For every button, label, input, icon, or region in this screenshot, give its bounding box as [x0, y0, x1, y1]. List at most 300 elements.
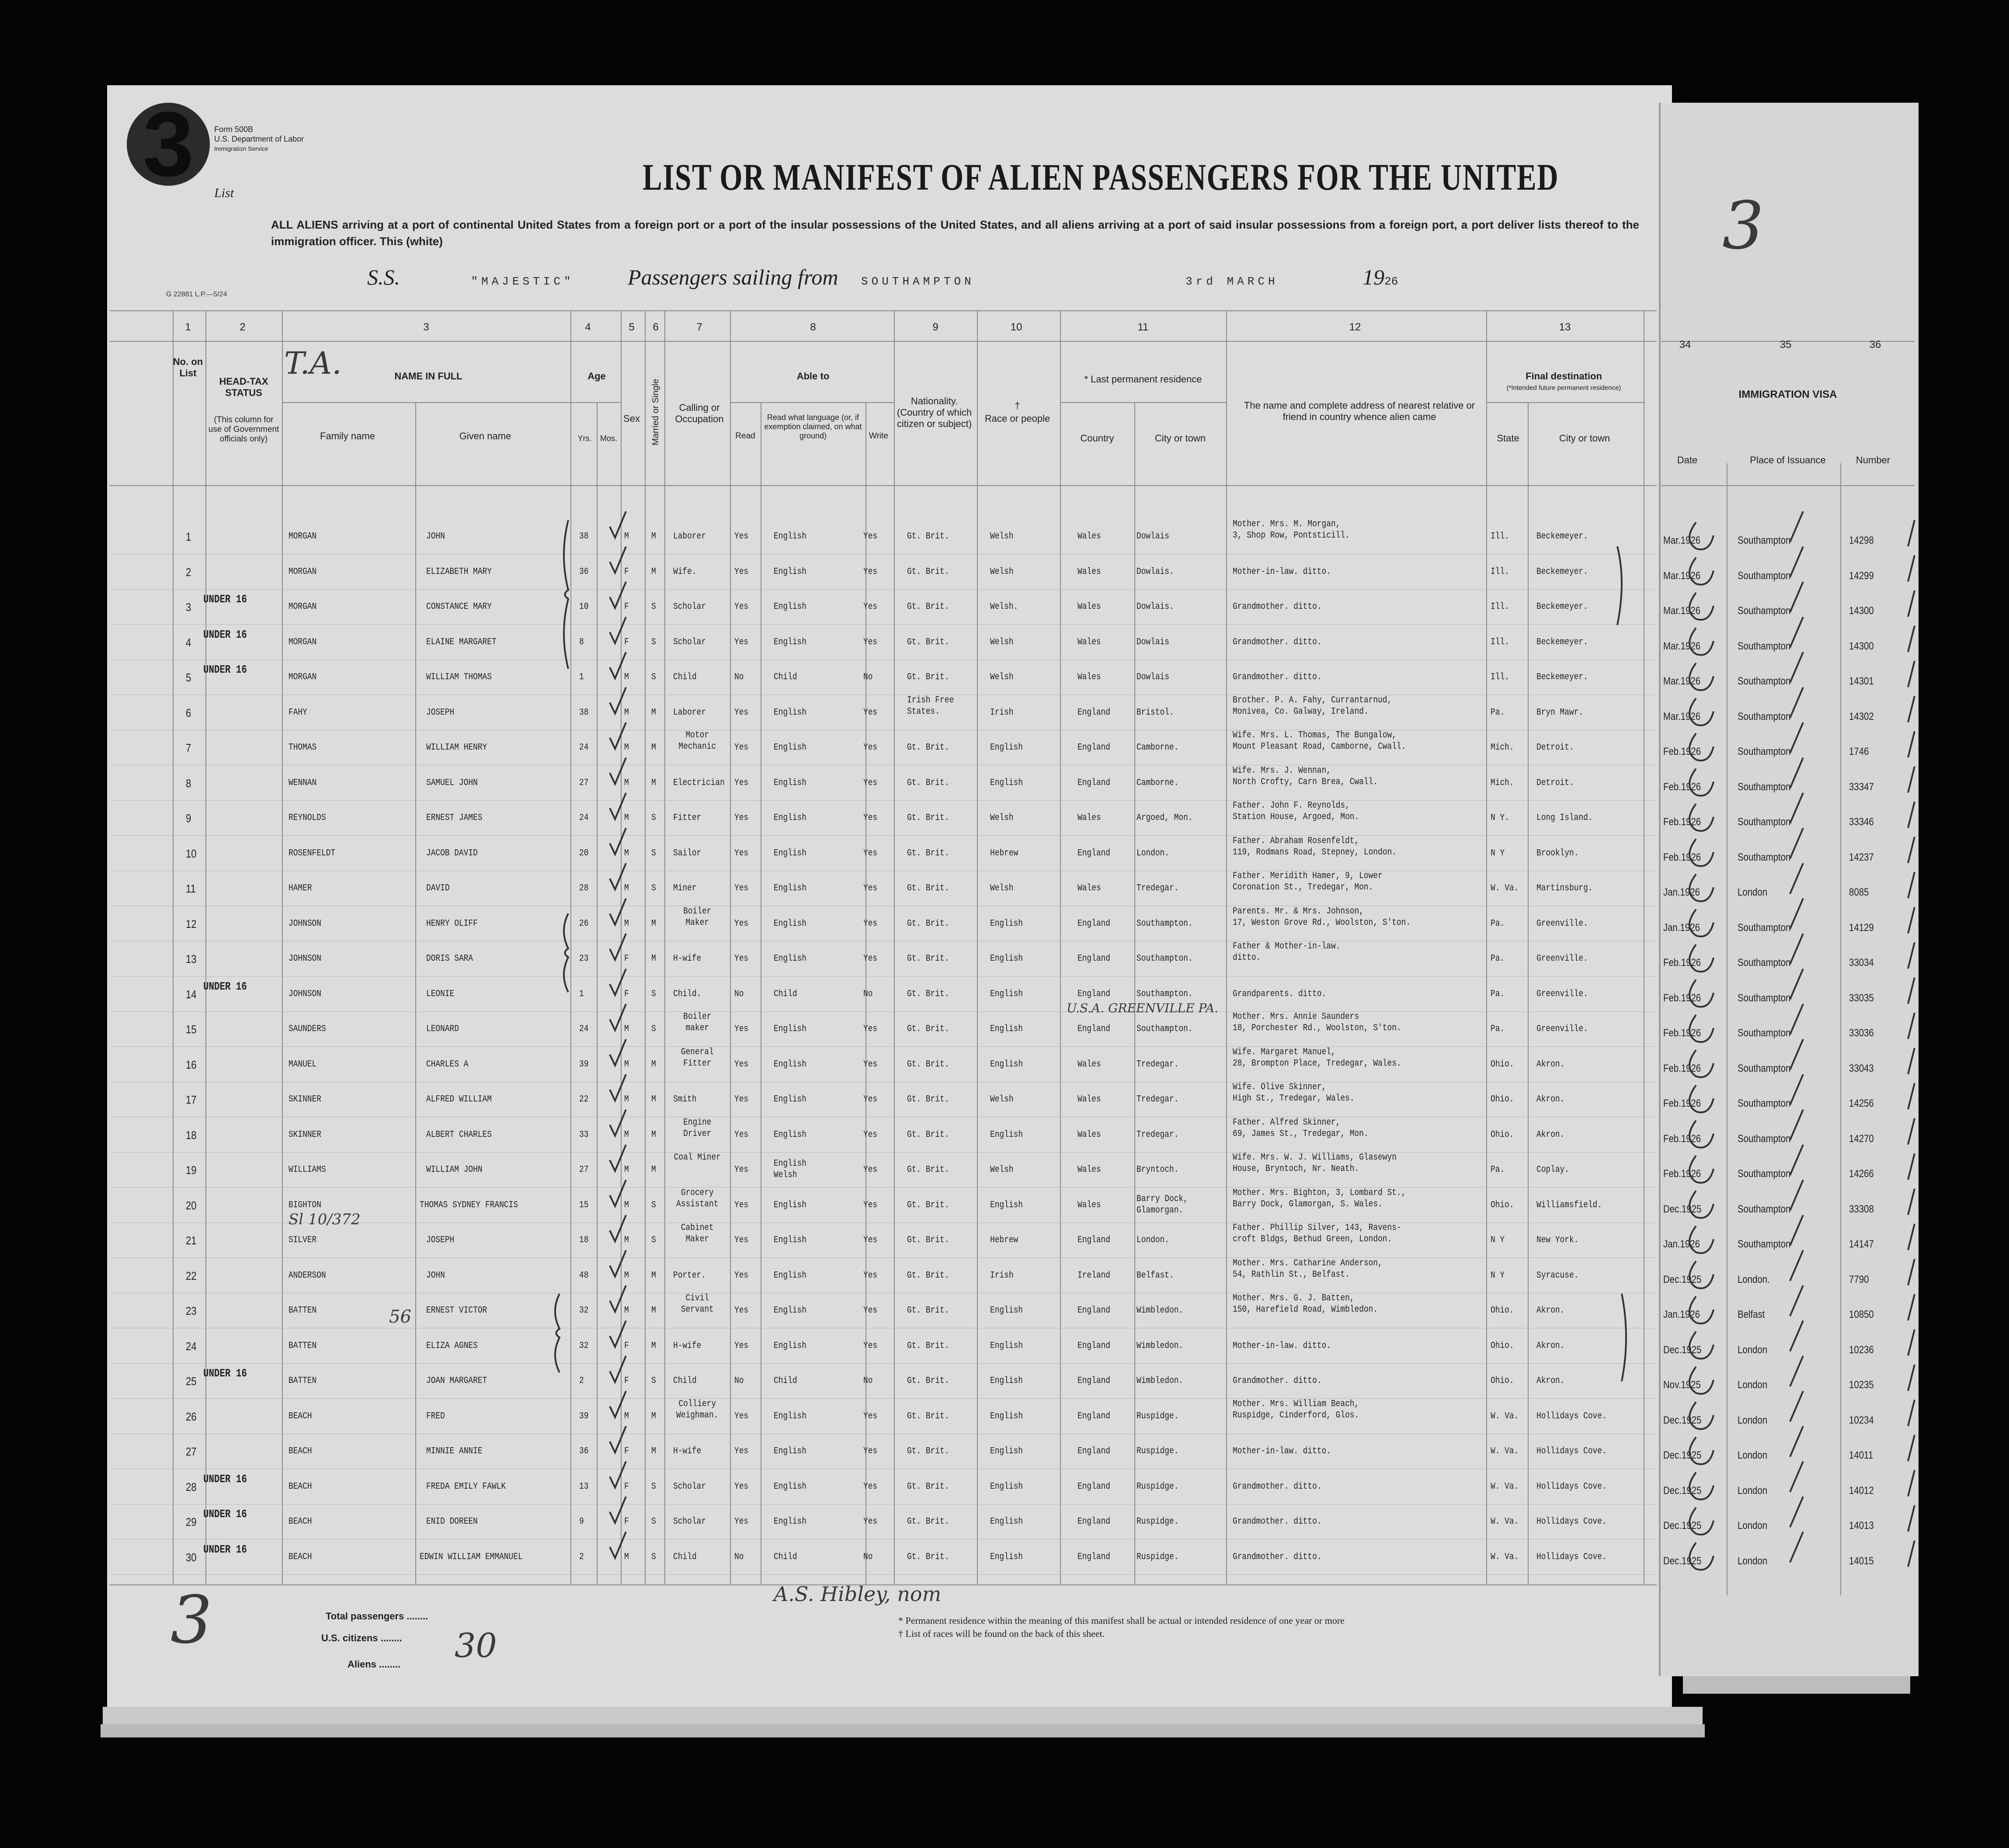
sex: M [624, 1200, 629, 1210]
can-write: Yes [863, 1235, 878, 1245]
given-name: WILLIAM JOHN [426, 1165, 483, 1175]
occupation: Fitter [673, 813, 702, 823]
header-city: City or town [1154, 433, 1206, 444]
row-rule [111, 1574, 1654, 1575]
grid-line [1226, 310, 1227, 1584]
relative-line-2: Barry Dock, Glamorgan, S. Wales. [1233, 1199, 1383, 1209]
sex: F [624, 566, 629, 577]
column-number: 2 [240, 321, 246, 333]
residence-city: Dowlais [1137, 531, 1169, 542]
visa-place: Southampton [1738, 570, 1791, 582]
race-or-people: English [990, 1306, 1023, 1316]
family-name: ROSENFELDT [288, 848, 336, 858]
row-number: 9 [186, 812, 191, 825]
relative-line-1: Grandmother. ditto. [1233, 1517, 1322, 1527]
row-rule [111, 1257, 1654, 1258]
visa-number: 33035 [1849, 992, 1874, 1004]
header-last-residence: * Last permanent residence [1084, 374, 1202, 385]
sailing-label: Passengers sailing from [628, 265, 838, 289]
race-or-people: English [990, 954, 1023, 964]
destination-city: New York. [1536, 1235, 1579, 1245]
marital-status: M [651, 778, 656, 788]
relative-line-1: Mother. Mrs. M. Morgan, [1233, 519, 1341, 529]
family-name: HAMER [288, 883, 312, 893]
residence-city: Camborne. [1137, 743, 1179, 753]
column-number: 35 [1780, 339, 1792, 351]
relative-line-1: Grandmother. ditto. [1233, 602, 1322, 612]
destination-city: Beckemeyer. [1536, 566, 1588, 577]
read-language: English [774, 743, 806, 753]
residence-country: England [1077, 707, 1110, 718]
visa-number: 14015 [1849, 1555, 1874, 1567]
visa-date: Feb.1926 [1663, 851, 1701, 863]
family-name: MORGAN [288, 602, 317, 612]
relative-line-1: Grandmother. ditto. [1233, 1552, 1322, 1562]
given-name: ELIZA AGNES [426, 1341, 478, 1351]
grid-line [109, 485, 1657, 486]
header-read: Read [735, 431, 755, 441]
visa-date: Feb.1926 [1663, 1098, 1701, 1109]
row-rule [111, 1011, 1654, 1012]
nationality: Gt. Brit. [907, 954, 949, 964]
row-number: 7 [186, 741, 191, 754]
column-number: 6 [653, 321, 659, 333]
occupation: Laborer [673, 531, 706, 542]
nationality: Irish Free States. [907, 695, 954, 717]
handwritten-signature: A.S. Hibley, nom [774, 1582, 942, 1606]
can-read: No [734, 989, 744, 999]
visa-date: Feb.1926 [1663, 1062, 1701, 1074]
grid-line [621, 310, 622, 1584]
age-years: 38 [579, 531, 589, 542]
can-write: No [863, 989, 873, 999]
grid-line [1661, 485, 1915, 486]
relative-line-2: Mount Pleasant Road, Camborne, Cwall. [1233, 742, 1406, 752]
can-write: Yes [863, 743, 878, 753]
header-race: Race or people [984, 413, 1050, 424]
can-write: Yes [863, 1129, 878, 1140]
residence-city: Camborne. [1137, 778, 1179, 788]
residence-country: England [1077, 954, 1110, 964]
can-read: Yes [734, 743, 749, 753]
age-years: 32 [579, 1306, 589, 1316]
destination-state: W. Va. [1491, 1517, 1519, 1527]
destination-state: W. Va. [1491, 1481, 1519, 1492]
relative-line-2: 17, Weston Grove Rd., Woolston, S'ton. [1233, 917, 1411, 928]
nationality: Gt. Brit. [907, 672, 949, 682]
row-number: 27 [186, 1445, 197, 1458]
race-or-people: Welsh [990, 883, 1014, 893]
visa-number: 10236 [1849, 1344, 1874, 1356]
visa-number: 10235 [1849, 1379, 1874, 1391]
handwritten-greenville-note: U.S.A. GREENVILLE PA. [1067, 1001, 1219, 1015]
can-read: Yes [734, 1024, 749, 1034]
visa-number: 14301 [1849, 675, 1874, 687]
destination-city: Brooklyn. [1536, 848, 1579, 858]
visa-place: Southampton [1738, 535, 1791, 546]
marital-status: S [651, 813, 656, 823]
visa-place: Southampton [1738, 675, 1791, 687]
can-read: Yes [734, 531, 749, 542]
can-write: Yes [863, 1270, 878, 1281]
relative-line-1: Grandmother. ditto. [1233, 1481, 1322, 1492]
can-write: Yes [863, 1481, 878, 1492]
occupation: Grocery Assistant [676, 1188, 719, 1209]
header-calling: Calling or Occupation [675, 402, 724, 424]
residence-city: Dowlais [1137, 672, 1169, 682]
destination-state: Ohio. [1491, 1129, 1514, 1140]
column-number: 11 [1137, 321, 1149, 333]
header-country: Country [1080, 433, 1114, 444]
nationality: Gt. Brit. [907, 1376, 949, 1386]
marital-status: S [651, 883, 656, 893]
age-years: 13 [579, 1481, 589, 1492]
race-or-people: Welsh [990, 1094, 1014, 1105]
age-years: 1 [579, 672, 584, 682]
read-language: Child [774, 1376, 797, 1386]
residence-country: England [1077, 743, 1110, 753]
can-read: Yes [734, 1094, 749, 1105]
sex: M [624, 1306, 629, 1316]
can-read: Yes [734, 1200, 749, 1210]
race-or-people: English [990, 1341, 1023, 1351]
grid-line [730, 402, 894, 403]
relative-line-1: Brother. P. A. Fahy, Currantarnud, [1233, 695, 1392, 705]
age-years: 38 [579, 707, 589, 718]
residence-city: Dowlais. [1137, 566, 1174, 577]
sex: M [624, 1165, 629, 1175]
visa-place: Southampton [1738, 1238, 1791, 1250]
row-rule [111, 1398, 1654, 1399]
visa-place: London [1738, 1344, 1768, 1356]
sailing-date: 3rd MARCH [1185, 275, 1279, 288]
can-read: Yes [734, 1341, 749, 1351]
destination-state: Ohio. [1491, 1376, 1514, 1386]
marital-status: M [651, 707, 656, 718]
handwritten-corner-number: 3 [1722, 188, 1764, 264]
grid-line [1528, 402, 1529, 1584]
read-language: English [774, 1235, 806, 1245]
race-or-people: Welsh. [990, 602, 1018, 612]
destination-state: W. Va. [1491, 1446, 1519, 1456]
residence-city: Dowlais. [1137, 602, 1174, 612]
destination-city: Hollidays Cove. [1536, 1517, 1607, 1527]
voyage-line [367, 264, 1398, 290]
sex: M [624, 813, 629, 823]
can-read: Yes [734, 707, 749, 718]
destination-city: Hollidays Cove. [1536, 1481, 1607, 1492]
destination-state: Pa. [1491, 1165, 1505, 1175]
can-read: Yes [734, 1446, 749, 1456]
paper-layer-edge [103, 1707, 1703, 1724]
occupation: Scholar [673, 602, 706, 612]
nationality: Gt. Brit. [907, 1024, 949, 1034]
grid-line [1486, 310, 1487, 1584]
age-years: 15 [579, 1200, 589, 1210]
visa-place: Southampton [1738, 605, 1791, 617]
residence-city: London. [1137, 848, 1169, 858]
nationality: Gt. Brit. [907, 989, 949, 999]
relative-line-2: High St., Tredegar, Wales. [1233, 1094, 1355, 1104]
column-number: 10 [1010, 321, 1022, 333]
destination-city: Beckemeyer. [1536, 531, 1588, 542]
row-number: 14 [186, 987, 197, 1001]
family-name: BEACH [288, 1517, 312, 1527]
can-read: Yes [734, 1517, 749, 1527]
visa-place: London [1738, 1520, 1768, 1532]
marital-status: M [651, 1059, 656, 1070]
nationality: Gt. Brit. [907, 1517, 949, 1527]
row-number: 2 [186, 565, 191, 579]
manifest-title: LIST OR MANIFEST OF ALIEN PASSENGERS FOR THE UNITED [643, 156, 1559, 198]
given-name: ELAINE MARGARET [426, 637, 497, 647]
marital-status: S [651, 637, 656, 647]
nationality: Gt. Brit. [907, 1129, 949, 1140]
visa-number: 1746 [1849, 746, 1869, 757]
age-years: 10 [579, 602, 589, 612]
header-immigration-visa: IMMIGRATION VISA [1738, 389, 1837, 400]
departure-port: SOUTHAMPTON [861, 275, 975, 288]
can-read: Yes [734, 848, 749, 858]
residence-city: Belfast. [1137, 1270, 1174, 1281]
marital-status: M [651, 566, 656, 577]
read-language: English [774, 1517, 806, 1527]
destination-city: Greenville. [1536, 918, 1588, 929]
visa-place: Southampton [1738, 1062, 1791, 1074]
destination-city: Long Island. [1536, 813, 1593, 823]
can-write: Yes [863, 1517, 878, 1527]
destination-city: Detroit. [1536, 743, 1574, 753]
visa-number: 10850 [1849, 1309, 1874, 1320]
can-write: No [863, 1552, 873, 1562]
marital-status: M [651, 918, 656, 929]
can-write: Yes [863, 1165, 878, 1175]
head-tax-status: UNDER 16 [203, 593, 247, 606]
can-write: Yes [863, 1341, 878, 1351]
marital-status: M [651, 1094, 656, 1105]
relative-line-2: House, Bryntoch, Nr. Neath. [1233, 1164, 1359, 1174]
visa-place: Belfast [1738, 1309, 1765, 1320]
destination-city: Syracuse. [1536, 1270, 1579, 1281]
relative-line-1: Grandmother. ditto. [1233, 1376, 1322, 1386]
read-language: English [774, 883, 806, 893]
occupation: Smith [673, 1094, 697, 1105]
sex: F [624, 989, 629, 999]
given-name: CHARLES A [426, 1059, 469, 1070]
visa-number: 14300 [1849, 605, 1874, 617]
visa-date: Feb.1926 [1663, 957, 1701, 969]
nationality: Gt. Brit. [907, 1446, 949, 1456]
can-read: Yes [734, 778, 749, 788]
age-years: 9 [579, 1517, 584, 1527]
nationality: Gt. Brit. [907, 531, 949, 542]
row-number: 23 [186, 1304, 197, 1317]
read-language: English [774, 531, 806, 542]
family-name: BATTEN [288, 1376, 317, 1386]
relative-line-2: 54, Rathlin St., Belfast. [1233, 1269, 1350, 1280]
residence-country: England [1077, 1024, 1110, 1034]
destination-city: Greenville. [1536, 1024, 1588, 1034]
family-name: MORGAN [288, 566, 317, 577]
relative-line-1: Mother-in-law. ditto. [1233, 566, 1331, 577]
destination-state: N Y. [1491, 813, 1509, 823]
nationality: Gt. Brit. [907, 637, 949, 647]
residence-country: Wales [1077, 672, 1101, 682]
residence-city: Dowlais [1137, 637, 1169, 647]
can-write: Yes [863, 1024, 878, 1034]
residence-country: England [1077, 918, 1110, 929]
marital-status: S [651, 848, 656, 858]
age-years: 27 [579, 1165, 589, 1175]
nationality: Gt. Brit. [907, 1341, 949, 1351]
can-read: No [734, 1376, 744, 1386]
row-number: 22 [186, 1269, 197, 1282]
destination-state: Mich. [1491, 743, 1514, 753]
sex: M [624, 1552, 629, 1562]
residence-country: England [1077, 1306, 1110, 1316]
destination-city: Bryn Mawr. [1536, 707, 1584, 718]
year-suffix: 26 [1384, 275, 1398, 288]
family-name: MANUEL [288, 1059, 317, 1070]
marital-status: M [651, 954, 656, 964]
visa-date: Mar.1926 [1663, 570, 1701, 582]
nationality: Gt. Brit. [907, 1059, 949, 1070]
destination-state: Ohio. [1491, 1059, 1514, 1070]
relative-line-1: Grandmother. ditto. [1233, 637, 1322, 647]
destination-state: Ill. [1491, 672, 1509, 682]
instructions-text: ALL ALIENS arriving at a port of continental United States from a foreign port or a port of the insular possessions of the United States, and all aliens arriving at a port of said insular possessions from a foreign port, a port deliver lists thereof to the immigration officer. This (white) [271, 218, 1639, 248]
read-language: English [774, 1481, 806, 1492]
grid-line [1134, 402, 1135, 1584]
destination-city: Akron. [1536, 1341, 1565, 1351]
sex: M [624, 743, 629, 753]
visa-place: Southampton [1738, 851, 1791, 863]
nationality: Gt. Brit. [907, 778, 949, 788]
can-write: Yes [863, 602, 878, 612]
can-read: Yes [734, 1059, 749, 1070]
row-rule [111, 835, 1654, 836]
grid-line [1060, 310, 1061, 1584]
grid-line [173, 310, 174, 1584]
header-relative: The name and complete address of nearest relative or friend in country whence alien came [1244, 400, 1475, 422]
family-name: BEACH [288, 1552, 312, 1562]
relative-line-2: Coronation St., Tredegar, Mon. [1233, 882, 1373, 893]
can-read: Yes [734, 602, 749, 612]
family-name: BEACH [288, 1411, 312, 1421]
destination-state: Pa. [1491, 918, 1505, 929]
age-years: 36 [579, 1446, 589, 1456]
row-number: 4 [186, 636, 191, 649]
given-name: ERNEST JAMES [426, 813, 483, 823]
marital-status: M [651, 1129, 656, 1140]
visa-date: Feb.1926 [1663, 1168, 1701, 1180]
row-number: 5 [186, 671, 191, 684]
residence-country: Wales [1077, 566, 1101, 577]
marital-status: S [651, 672, 656, 682]
given-name: HENRY OLIFF [426, 918, 478, 929]
destination-state: Ohio. [1491, 1341, 1514, 1351]
sex: M [624, 918, 629, 929]
given-name: LEONARD [426, 1024, 459, 1034]
row-rule [111, 800, 1654, 801]
destination-city: Martinsburg. [1536, 883, 1593, 893]
residence-country: England [1077, 778, 1110, 788]
relative-line-2: Monivea, Co. Galway, Ireland. [1233, 706, 1369, 717]
row-rule [111, 1187, 1654, 1188]
visa-place: Southampton [1738, 1203, 1791, 1215]
given-name: ERNEST VICTOR [426, 1306, 487, 1316]
sex: M [624, 778, 629, 788]
visa-date: Feb.1926 [1663, 1027, 1701, 1039]
list-number-badge: 3 [127, 103, 210, 186]
relative-line-1: Mother-in-law. ditto. [1233, 1341, 1331, 1351]
header-read-language: Read what language (or, if exemption claimed, on what ground) [764, 413, 862, 440]
destination-state: Ohio. [1491, 1306, 1514, 1316]
destination-state: Pa. [1491, 954, 1505, 964]
can-read: Yes [734, 1481, 749, 1492]
family-name: ANDERSON [288, 1270, 326, 1281]
relative-line-1: Father. John F. Reynolds, [1233, 801, 1350, 811]
relative-line-2: 150, Harefield Road, Wimbledon. [1233, 1305, 1378, 1315]
service-name: Immigration Service [214, 145, 268, 152]
read-language: English [774, 1129, 806, 1140]
column-number: 3 [423, 321, 429, 333]
read-language: English [774, 1270, 806, 1281]
header-nationality: Nationality. (Country of which citizen or subject) [897, 396, 972, 429]
manifest-sheet [107, 85, 1672, 1707]
residence-country: Wales [1077, 1129, 1101, 1140]
visa-date: Mar.1926 [1663, 640, 1701, 652]
occupation: H-wife [673, 1341, 702, 1351]
visa-place: Southampton [1738, 1168, 1791, 1180]
column-number: 5 [629, 321, 635, 333]
visa-number: 14237 [1849, 851, 1874, 863]
residence-city: Tredegar. [1137, 883, 1179, 893]
residence-city: Southampton. [1137, 989, 1193, 999]
row-number: 16 [186, 1058, 197, 1071]
relative-line-1: Mother. Mrs. Annie Saunders [1233, 1012, 1359, 1022]
header-name-in-full: NAME IN FULL [394, 371, 462, 382]
destination-city: Beckemeyer. [1536, 602, 1588, 612]
given-name: LEONIE [426, 989, 455, 999]
destination-state: N Y [1491, 1235, 1505, 1245]
marital-status: M [651, 531, 656, 542]
can-write: Yes [863, 637, 878, 647]
row-number: 1 [186, 530, 191, 543]
read-language: English [774, 707, 806, 718]
relative-line-2: 119, Rodmans Road, Stepney, London. [1233, 847, 1397, 858]
visa-number: 14298 [1849, 535, 1874, 546]
marital-status: S [651, 1376, 656, 1386]
column-number: 34 [1679, 339, 1691, 351]
race-or-people: English [990, 1200, 1023, 1210]
header-family-name: Family name [320, 431, 375, 441]
row-number: 24 [186, 1339, 197, 1353]
visa-date: Feb.1926 [1663, 992, 1701, 1004]
visa-place: Southampton [1738, 710, 1791, 723]
relative-line-2: 3, Shop Row, Pontsticill. [1233, 531, 1350, 541]
family-name: JOHNSON [288, 989, 321, 999]
marital-status: S [651, 602, 656, 612]
ss-label: S.S. [367, 265, 400, 289]
grid-line [1486, 402, 1644, 403]
visa-number: 33034 [1849, 957, 1874, 969]
visa-date: Dec.1925 [1663, 1203, 1702, 1215]
can-write: Yes [863, 918, 878, 929]
sex: F [624, 954, 629, 964]
can-read: No [734, 672, 744, 682]
residence-country: Wales [1077, 1165, 1101, 1175]
